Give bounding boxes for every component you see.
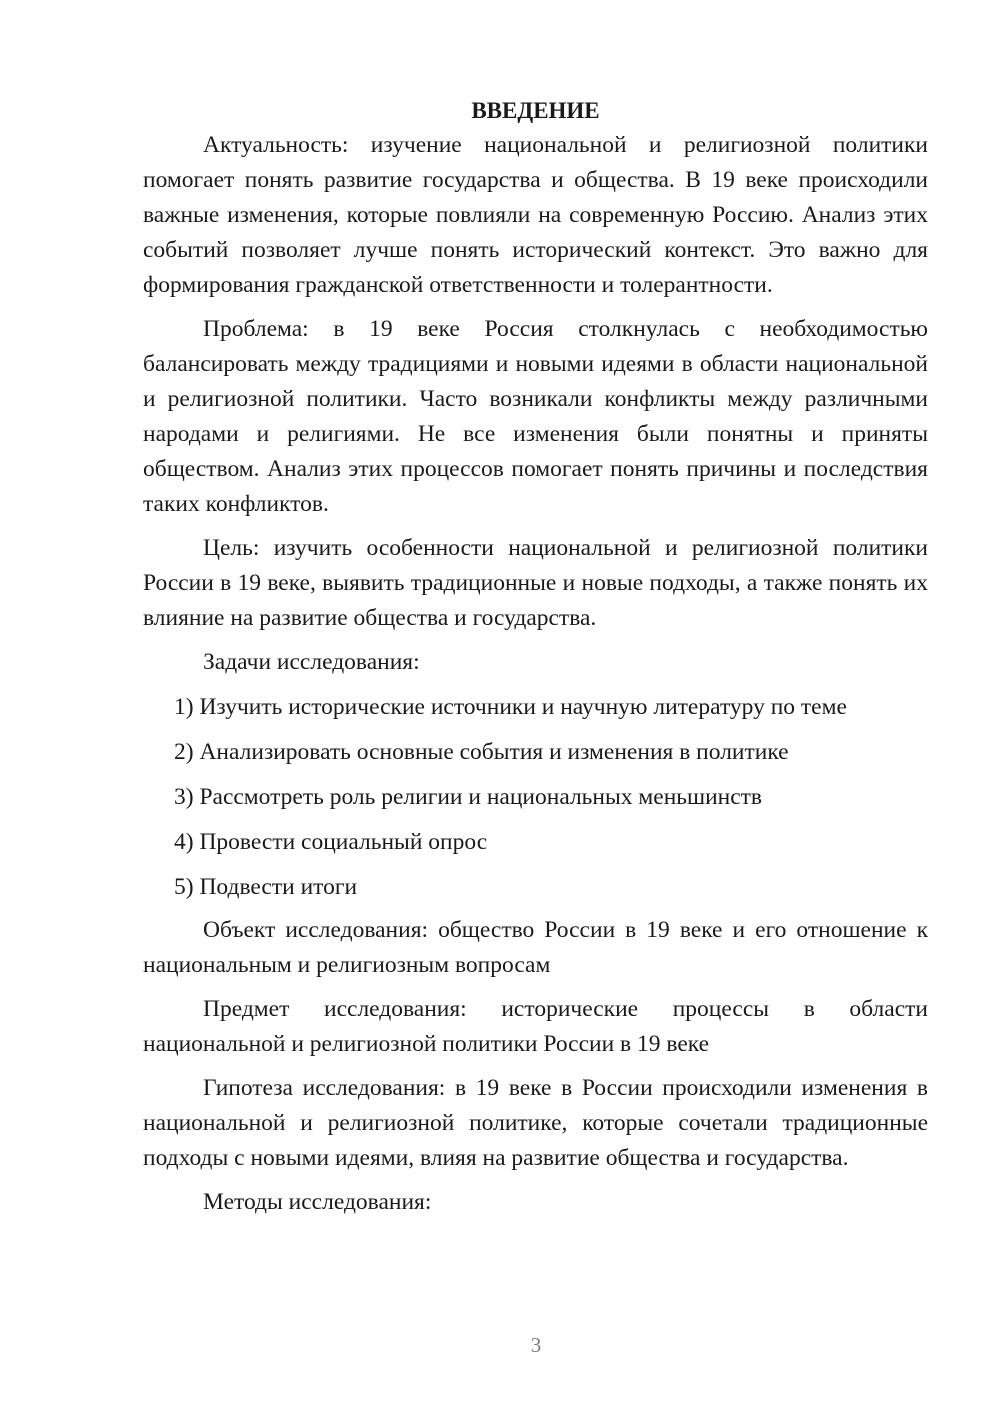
paragraph-relevance: Актуальность: изучение национальной и религиозной политики помогает понять развитие государства и общества. В 19 веке происходили важные изменения, которые повлияли на современную Россию. Анализ этих событий позволяет лучше понять исторический контекст. Это важно для формирования гражданской ответственности и толерантности. [143,132,928,298]
tasks-heading: Задачи исследования: [203,649,420,675]
page-body [143,94,928,1220]
tasks-list [143,690,928,905]
page-number: 3 [530,1333,542,1357]
paragraph-hypothesis: Гипотеза исследования: в 19 веке в России происходили изменения в национальной и религиозной политике, которые сочетали традиционные подходы с новыми идеями, влияя на развитие общества и государства. [143,1075,928,1171]
list-item: 2) Анализировать основные события и изменения в политике [174,739,789,765]
list-item: 3) Рассмотреть роль религии и национальных меньшинств [174,784,763,810]
methods-heading: Методы исследования: [203,1189,432,1215]
section-title: ВВЕДЕНИЕ [471,98,600,123]
paragraph-problem: Проблема: в 19 веке Россия столкнулась с необходимостью балансировать между традициями и новыми идеями в области национальной и религиозной политики. Часто возникали конфликты между различными народами и религиями. Не все изменения были понятны и приняты обществом. Анализ этих процессов помогает понять причины и последствия таких конфликтов. [143,316,928,517]
paragraph-object: Объект исследования: общество России в 19 веке и его отношение к национальным и религиозным вопросам [143,917,928,978]
list-item: 5) Подвести итоги [174,874,358,900]
list-item: 1) Изучить исторические источники и научную литературу по теме [174,694,847,720]
paragraph-subject: Предмет исследования: исторические процессы в области национальной и религиозной политики России в 19 веке [143,996,928,1057]
paragraph-goal: Цель: изучить особенности национальной и религиозной политики России в 19 веке, выявить традиционные и новые подходы, а также понять их влияние на развитие общества и государства. [143,535,928,631]
list-item: 4) Провести социальный опрос [174,829,488,855]
